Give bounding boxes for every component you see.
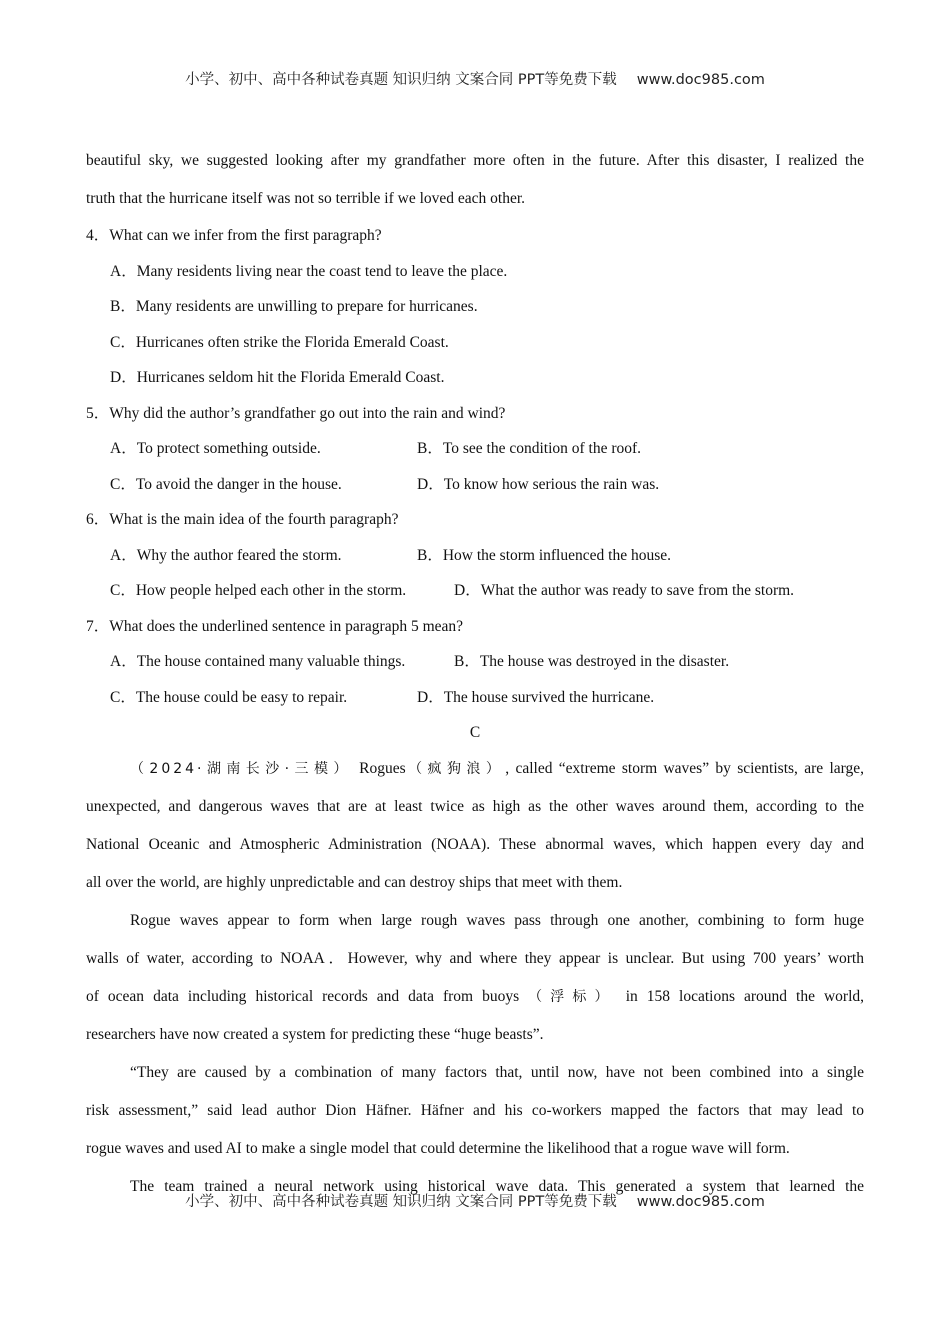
intro-line-2: truth that the hurricane itself was not so terrible if we loved each other.	[86, 190, 526, 207]
question-5-row-2	[86, 467, 864, 503]
question-7-option-a: A．The house contained many valuable things.	[110, 653, 406, 670]
page-footer	[0, 1190, 950, 1211]
question-7-option-d: D．The house survived the hurricane.	[417, 688, 655, 706]
passage-c-p2-line-4: researchers have now created a system for predicting these “huge beasts”.	[86, 1026, 544, 1043]
passage-c-p1-word: Rogues	[359, 760, 406, 777]
question-5-row-1	[86, 431, 864, 467]
passage-c-p1-gloss: （疯狗浪）	[405, 761, 506, 777]
passage-c-p1-line-1	[86, 750, 864, 788]
passage-c-p2-line-2: walls of water, according to NOAA．However, why and where they appear is unclear. But using 700 years’ worth	[86, 950, 864, 967]
question-6-option-a: A．Why the author feared the storm.	[110, 546, 342, 564]
passage-c-p3-line-3: rogue waves and used AI to make a single model that could determine the likelihood that a rogue wave will form.	[86, 1140, 790, 1157]
question-6-row-1	[86, 538, 864, 574]
passage-c-p1-rest: , called “extreme storm waves” by scientists, are large,	[505, 760, 865, 777]
header-text: 小学、初中、高中各种试卷真题 知识归纳 文案合同 PPT等免费下载	[185, 72, 617, 88]
passage-c-p3-line-2: risk assessment,” said lead author Dion Häfner. Häfner and his co-workers mapped the factors that may lead to	[86, 1102, 864, 1119]
passage-c-p4-line-1: The team trained a neural network using historical wave data. This generated a system that learned the	[130, 1178, 864, 1195]
question-5-option-b: B．To see the condition of the roof.	[417, 440, 642, 457]
question-4-option-a: A．Many residents living near the coast tend to leave the place.	[110, 262, 508, 280]
footer-site: www.doc985.com	[636, 1194, 765, 1210]
question-4-option-d: D．Hurricanes seldom hit the Florida Emerald Coast.	[110, 369, 445, 386]
header-site: www.doc985.com	[636, 72, 765, 88]
question-5-option-a: A．To protect something outside.	[110, 440, 321, 457]
question-4-option-c: C．Hurricanes often strike the Florida Emerald Coast.	[110, 333, 449, 351]
question-7-stem: 7．What does the underlined sentence in paragraph 5 mean?	[86, 617, 464, 635]
passage-c-p2-text-a: of ocean data including historical records and data from buoys	[86, 988, 520, 1005]
page-header	[0, 68, 950, 89]
passage-c-p2-line-3	[86, 978, 864, 1016]
question-7-option-b: B．The house was destroyed in the disaster.	[454, 653, 730, 670]
question-7-row-1	[86, 644, 864, 680]
passage-c-p2-line-1: Rogue waves appear to form when large rough waves pass through one another, combining to form huge	[130, 912, 864, 929]
passage-c-p3-line-1: “They are caused by a combination of many factors that, until now, have not been combined into a single	[130, 1064, 864, 1081]
document-body	[86, 142, 864, 1206]
passage-c-p1-line-2: unexpected, and dangerous waves that are at least twice as high as the other waves around them, according to the	[86, 798, 864, 815]
question-5-stem: 5．Why did the author’s grandfather go out into the rain and wind?	[86, 404, 506, 422]
section-title: C	[469, 724, 481, 741]
question-6-row-2	[86, 573, 864, 609]
question-7-option-c: C．The house could be easy to repair.	[110, 688, 348, 706]
question-5-option-d: D．To know how serious the rain was.	[417, 475, 660, 493]
question-6-option-c: C．How people helped each other in the storm.	[110, 582, 407, 599]
question-6-option-b: B．How the storm influenced the house.	[417, 546, 671, 564]
question-7-row-2	[86, 680, 864, 716]
passage-c-p1-line-4: all over the world, are highly unpredictable and can destroy ships that meet with them.	[86, 874, 623, 891]
passage-c-p2-text-c: in 158 locations around the world,	[625, 988, 865, 1005]
question-5-option-c: C．To avoid the danger in the house.	[110, 475, 342, 493]
footer-text: 小学、初中、高中各种试卷真题 知识归纳 文案合同 PPT等免费下载	[185, 1194, 617, 1210]
question-6-option-d: D．What the author was ready to save from the storm.	[454, 582, 795, 599]
passage-c-p2-gloss: （浮标）	[528, 989, 617, 1005]
question-6-stem: 6．What is the main idea of the fourth paragraph?	[86, 511, 399, 528]
passage-source: （2024·湖南长沙·三模）	[130, 761, 353, 777]
intro-line-1: beautiful sky, we suggested looking after my grandfather more often in the future. After this disaster, I realized the	[86, 152, 864, 169]
question-4-option-b: B．Many residents are unwilling to prepare for hurricanes.	[110, 298, 478, 315]
passage-c-p1-line-3: National Oceanic and Atmospheric Administration (NOAA). These abnormal waves, which happen every day and	[86, 836, 864, 853]
question-4-stem: 4．What can we infer from the first paragraph?	[86, 227, 382, 244]
